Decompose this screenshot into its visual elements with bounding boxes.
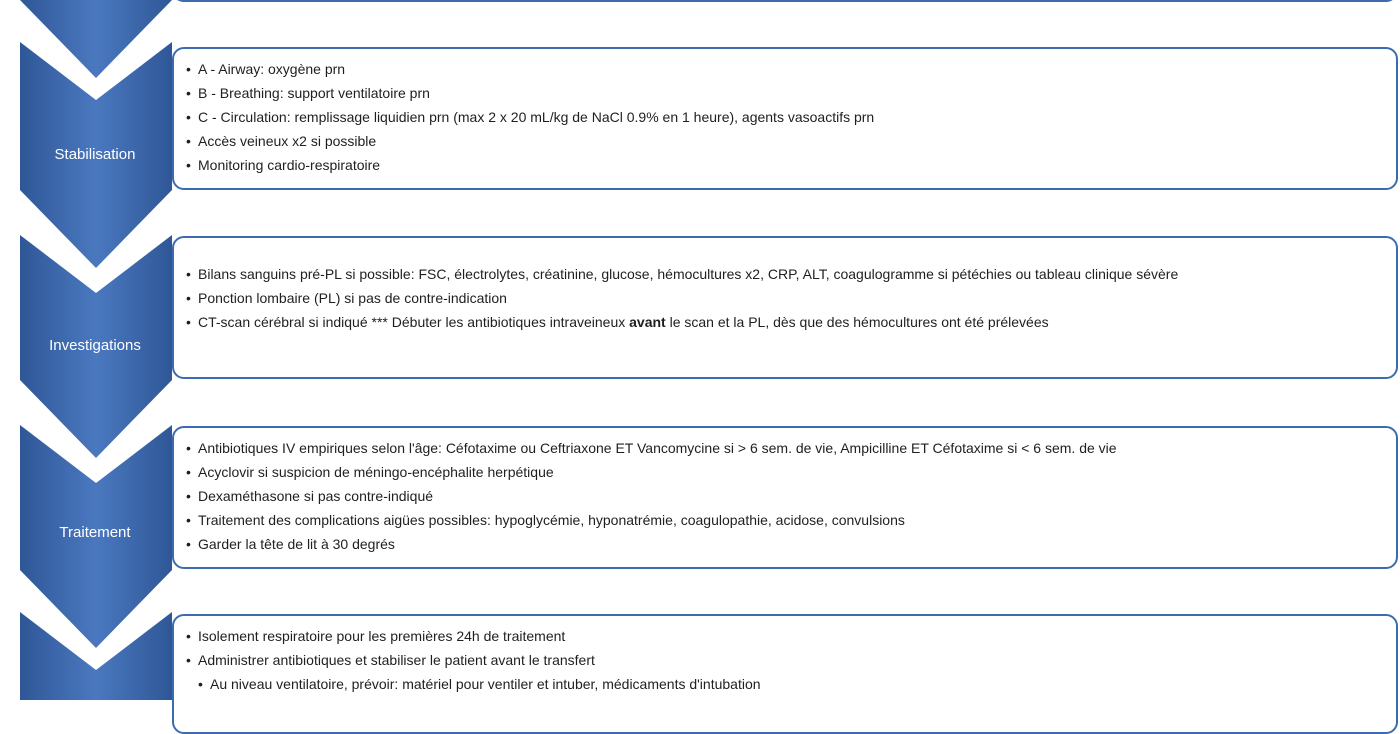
list-item: • Bilans sanguins pré-PL si possible: FSC, électrolytes, créatinine, glucose, hémocultures x2, CRP, ALT, coagulogramme si pétéchies ou tableau clinique sévère [186, 266, 1179, 282]
list-item: • Monitoring cardio-respiratoire [186, 157, 381, 173]
bullet-list [186, 262, 1384, 334]
list-item: • Accès veineux x2 si possible [186, 133, 377, 149]
step-box-investigations [172, 236, 1398, 379]
list-item: • Acyclovir si suspicion de méningo-encéphalite herpétique [186, 464, 554, 480]
list-item: • Isolement respiratoire pour les premières 24h de traitement [186, 628, 566, 644]
list-item: • Antibiotiques IV empiriques selon l'âge: Céfotaxime ou Ceftriaxone ET Vancomycine si > 6 sem. de vie, Ampicilline ET Céfotaxime si < 6 sem. de vie [186, 440, 1117, 456]
list-item: • Garder la tête de lit à 30 degrés [186, 536, 395, 552]
list-item: • Traitement des complications aigües possibles: hypoglycémie, hyponatrémie, coagulopathie, acidose, convulsions [186, 512, 905, 528]
list-item: • C - Circulation: remplissage liquidien prn (max 2 x 20 mL/kg de NaCl 0.9% en 1 heure), agents vasoactifs prn [186, 109, 875, 125]
step-box-stabilisation [172, 47, 1398, 190]
list-item: • CT-scan cérébral si indiqué *** Débuter les antibiotiques intraveineux avant le scan et la PL, dès que des hémocultures ont été prélevées [186, 314, 1049, 330]
bullet-list [186, 436, 1384, 556]
list-item: • Au niveau ventilatoire, prévoir: matériel pour ventiler et intuber, médicaments d'intubation [198, 676, 761, 692]
step-box-4 [172, 614, 1398, 734]
list-item: • Dexaméthasone si pas contre-indiqué [186, 488, 434, 504]
bullet-list [186, 57, 1384, 177]
list-item: • Ponction lombaire (PL) si pas de contre-indication [186, 290, 507, 306]
list-item: • B - Breathing: support ventilatoire prn [186, 85, 430, 101]
bullet-list [186, 624, 1384, 696]
step-label-traitement: Traitement [59, 524, 131, 541]
list-item: • A - Airway: oxygène prn [186, 61, 346, 77]
step-label-investigations: Investigations [49, 337, 141, 354]
step-box-0 [172, 0, 1398, 2]
step-box-traitement [172, 426, 1398, 569]
list-item: • Administrer antibiotiques et stabiliser le patient avant le transfert [186, 652, 595, 668]
step-label-stabilisation: Stabilisation [54, 146, 136, 163]
